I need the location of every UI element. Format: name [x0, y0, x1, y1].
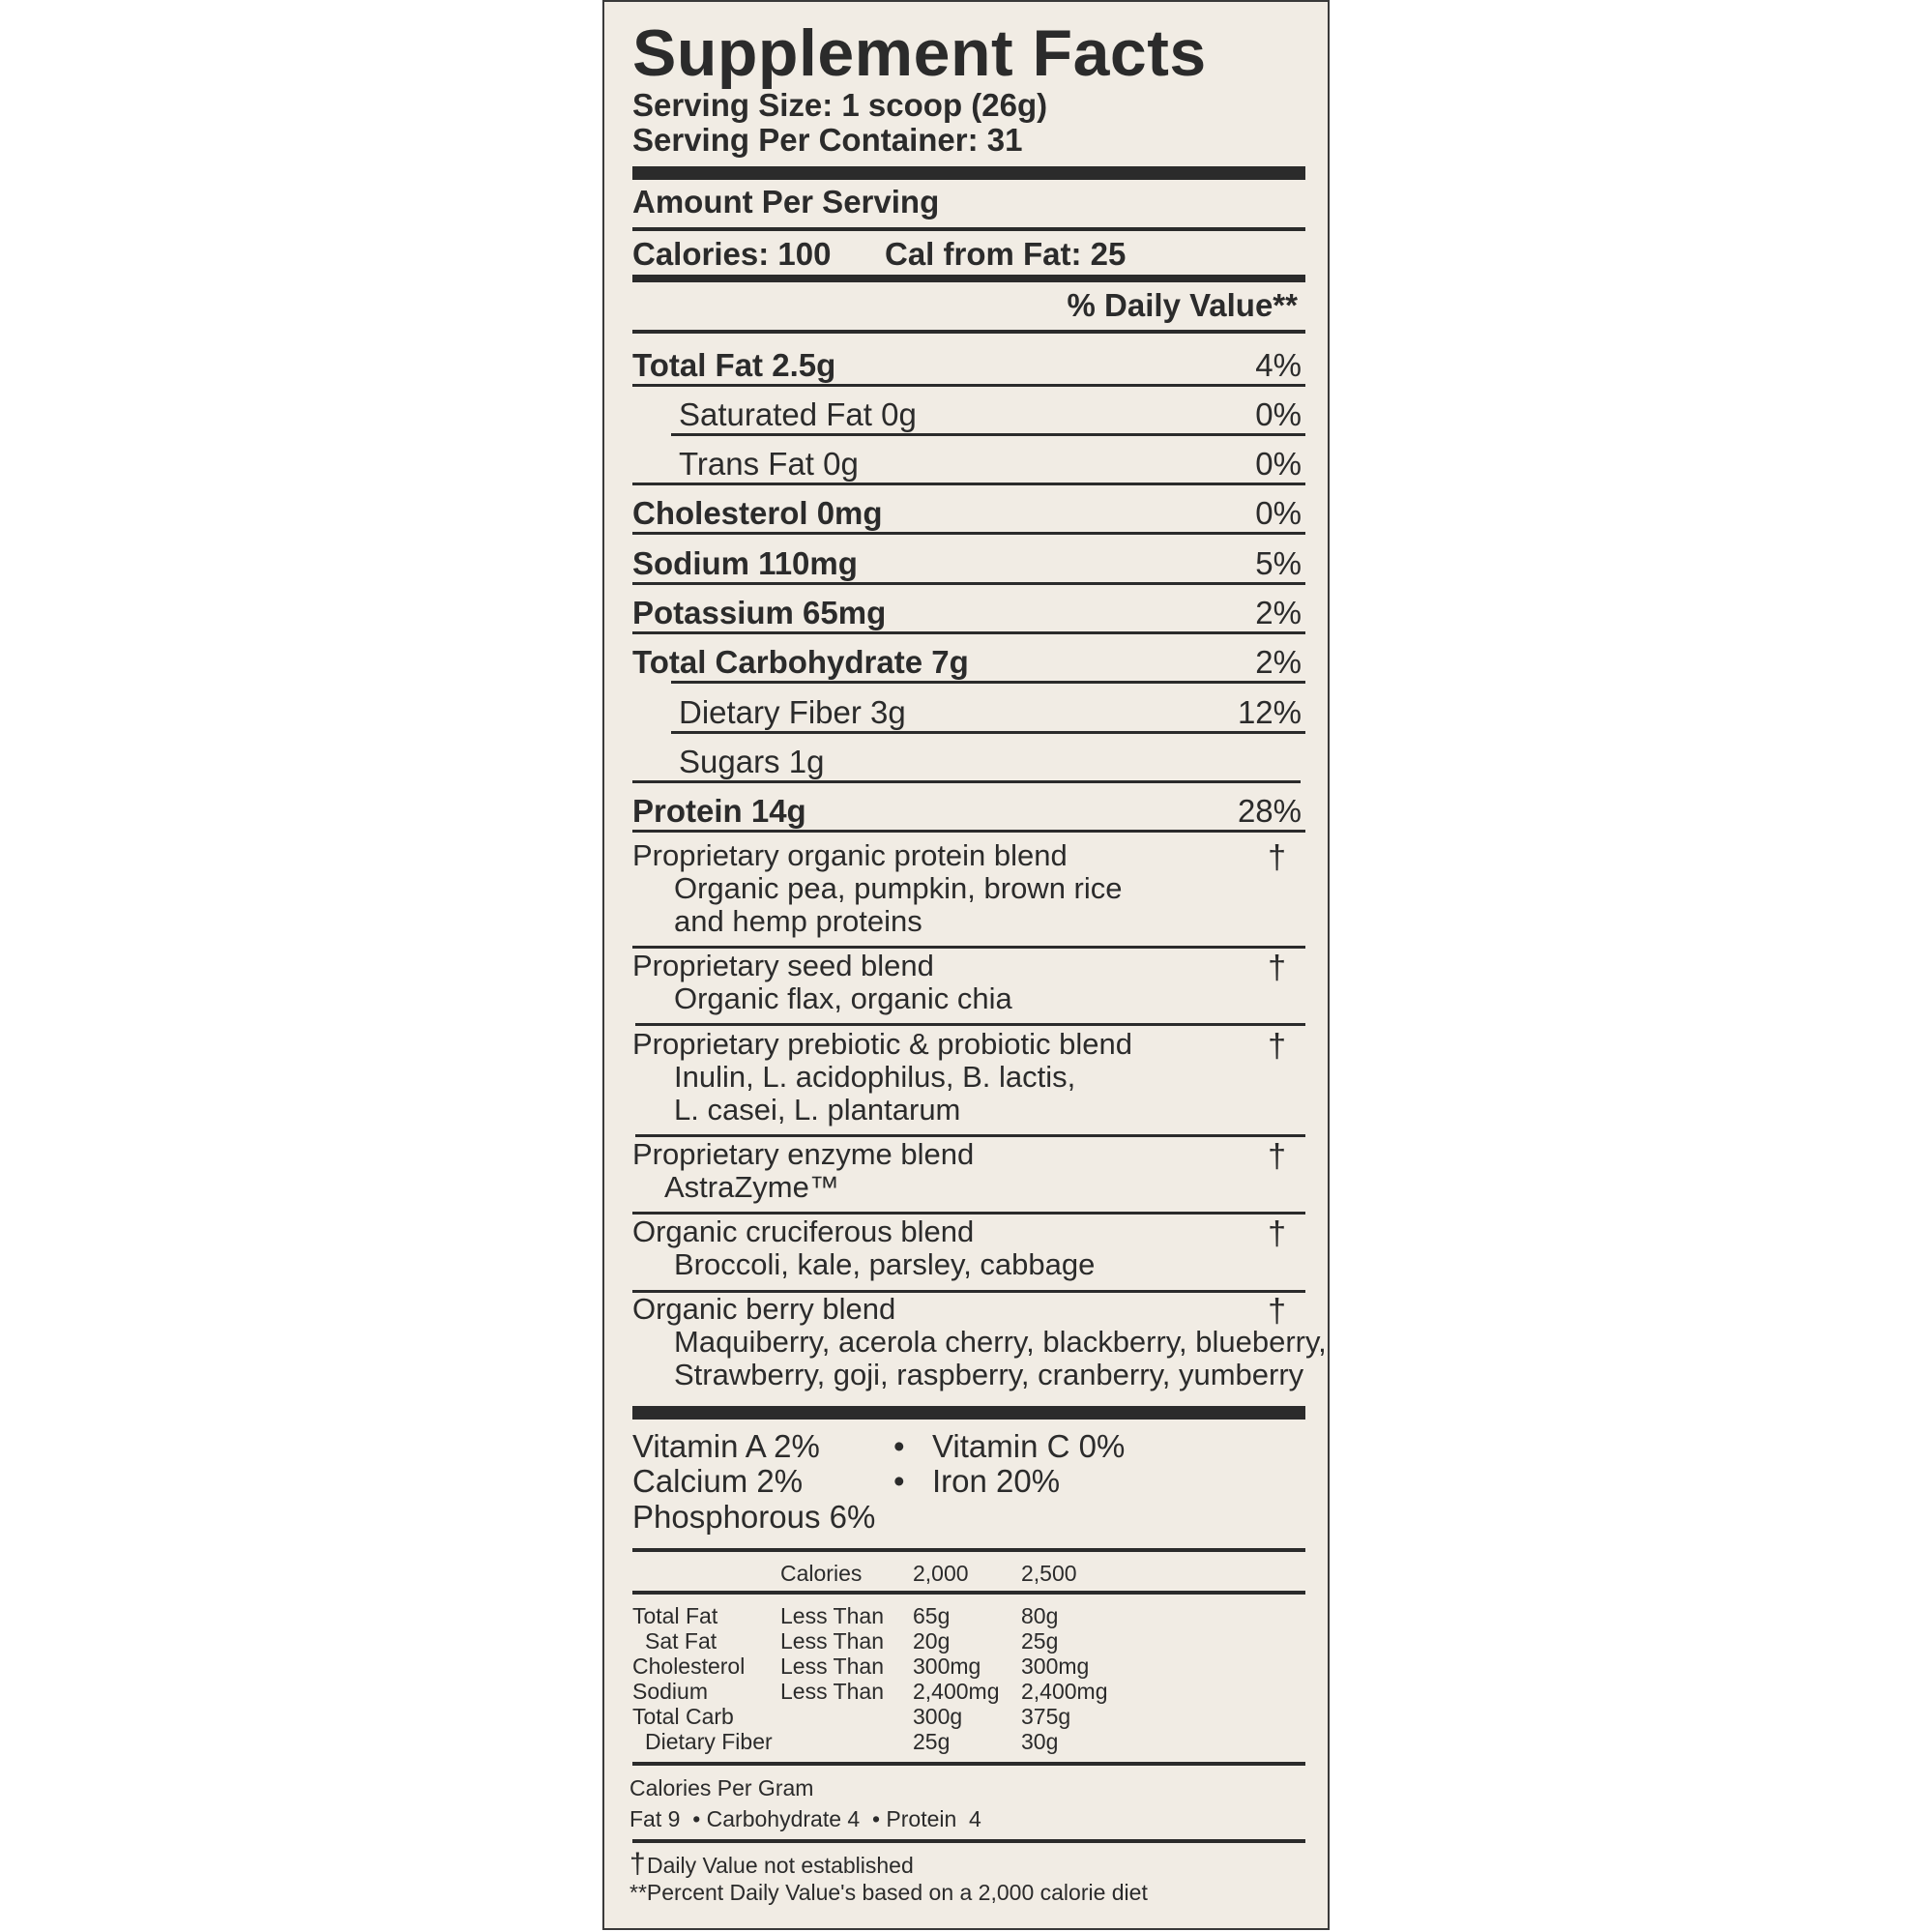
nutrient-name: Saturated Fat 0g [679, 396, 917, 432]
phosphorous: Phosphorous 6% [632, 1499, 876, 1535]
divider [632, 1762, 1305, 1766]
thick-divider [632, 1406, 1305, 1420]
nutrient-row-dietary-fiber [632, 685, 1305, 734]
blend-name: Proprietary organic protein blend [632, 838, 1068, 872]
thick-divider [632, 166, 1305, 180]
nutrient-name: Sodium 110mg [632, 545, 858, 581]
row-rule [635, 1023, 1305, 1026]
blend-organic-protein [632, 839, 1305, 949]
blend-berry [632, 1292, 1327, 1399]
blend-ingredients: Maquiberry, acerola cherry, blackberry, blueberry, [674, 1325, 1327, 1359]
nutrient-dv: 2% [1255, 595, 1302, 630]
table-cell: 300mg [913, 1654, 981, 1679]
nutrient-dv: 0% [1255, 396, 1302, 432]
calories: Calories: 100 [632, 236, 832, 272]
table-header-calories: Calories [780, 1561, 863, 1586]
nutrient-row-total-carbohydrate [632, 634, 1305, 684]
table-cell: 375g [1021, 1704, 1071, 1729]
blend-prebiotic-probiotic [632, 1028, 1305, 1137]
divider [632, 1591, 1305, 1595]
blend-name: Proprietary prebiotic & probiotic blend [632, 1027, 1132, 1061]
vitamin-c: Vitamin C 0% [932, 1428, 1126, 1464]
table-cell: 25g [913, 1729, 951, 1754]
blend-name: Proprietary enzyme blend [632, 1137, 975, 1171]
bullet-separator: • [893, 1428, 905, 1464]
dagger-symbol: † [629, 1848, 646, 1880]
nutrient-dv: 5% [1255, 545, 1302, 581]
iron: Iron 20% [932, 1463, 1061, 1499]
blend-cruciferous [632, 1215, 1305, 1293]
blend-name: Organic cruciferous blend [632, 1215, 975, 1248]
nutrient-row-saturated-fat [632, 387, 1305, 436]
dagger-mark: † [1268, 1028, 1286, 1065]
vitamin-a: Vitamin A 2% [632, 1428, 820, 1464]
table-cell: 300mg [1021, 1654, 1090, 1679]
dagger-mark: † [1268, 950, 1286, 986]
dagger-mark: † [1268, 1215, 1286, 1252]
table-cell: 30g [1021, 1729, 1059, 1754]
calories-per-gram-values: Fat 9 • Carbohydrate 4 • Protein 4 [629, 1806, 981, 1831]
nutrient-name: Sugars 1g [679, 744, 825, 779]
table-header-2500: 2,500 [1021, 1561, 1077, 1586]
table-header-2000: 2,000 [913, 1561, 969, 1586]
dagger-mark: † [1268, 1138, 1286, 1175]
nutrient-row-cholesterol [632, 485, 1305, 535]
nutrient-name: Total Carbohydrate 7g [632, 644, 969, 680]
dagger-mark: † [1268, 839, 1286, 876]
table-cell: 2,400mg [913, 1679, 1000, 1704]
table-cell: 300g [913, 1704, 963, 1729]
nutrient-name: Trans Fat 0g [679, 446, 859, 482]
daily-value-header: % Daily Value** [1067, 287, 1298, 323]
table-cell: 25g [1021, 1628, 1059, 1654]
percent-daily-value-footnote: **Percent Daily Value's based on a 2,000 calorie diet [629, 1880, 1148, 1905]
calories-from-fat: Cal from Fat: 25 [885, 236, 1127, 272]
servings-per-container: Serving Per Container: 31 [632, 122, 1023, 158]
nutrient-row-potassium [632, 585, 1305, 634]
dagger-mark: † [1268, 1293, 1286, 1330]
nutrient-dv: 12% [1237, 694, 1302, 730]
divider [632, 1839, 1305, 1843]
nutrient-name: Dietary Fiber 3g [679, 694, 906, 730]
row-rule [632, 830, 1305, 833]
nutrient-dv: 28% [1237, 793, 1302, 829]
table-cell: Total Fat [632, 1603, 718, 1628]
calories-per-gram-label: Calories Per Gram [629, 1775, 814, 1800]
table-cell: Dietary Fiber [645, 1729, 773, 1754]
serving-size: Serving Size: 1 scoop (26g) [632, 87, 1048, 123]
nutrient-row-total-fat [632, 337, 1305, 387]
blend-name: Organic berry blend [632, 1292, 896, 1326]
table-cell: 80g [1021, 1603, 1059, 1628]
table-cell: Less Than [780, 1603, 884, 1628]
row-rule [632, 532, 1305, 535]
divider [632, 330, 1305, 334]
table-cell: Cholesterol [632, 1654, 746, 1679]
nutrient-row-sodium [632, 536, 1305, 585]
blend-ingredients: Organic pea, pumpkin, brown rice [674, 871, 1123, 905]
nutrient-row-protein [632, 783, 1305, 833]
nutrient-row-sugars [632, 734, 1305, 783]
table-cell: Total Carb [632, 1704, 734, 1729]
supplement-facts-panel [602, 0, 1330, 1930]
nutrient-dv: 0% [1255, 446, 1302, 482]
table-cell: Less Than [780, 1679, 884, 1704]
blend-enzyme [632, 1138, 1305, 1215]
blend-seed [632, 950, 1305, 1026]
blend-ingredients: Inulin, L. acidophilus, B. lactis, [674, 1060, 1076, 1094]
nutrient-dv: 2% [1255, 644, 1302, 680]
table-cell: 20g [913, 1628, 951, 1654]
nutrient-name: Total Fat 2.5g [632, 347, 836, 383]
blend-name: Proprietary seed blend [632, 949, 934, 982]
table-cell: Sodium [632, 1679, 708, 1704]
row-rule [671, 681, 1305, 684]
dagger-footnote: Daily Value not established [647, 1853, 914, 1878]
blend-ingredients: L. casei, L. plantarum [674, 1093, 961, 1127]
blend-ingredients: AstraZyme™ [664, 1170, 839, 1204]
label-title: Supplement Facts [632, 16, 1207, 90]
nutrient-row-trans-fat [632, 436, 1305, 485]
nutrient-name: Cholesterol 0mg [632, 495, 883, 531]
divider [632, 1548, 1305, 1552]
blend-ingredients: Organic flax, organic chia [674, 981, 1012, 1015]
bullet-separator: • [893, 1463, 905, 1499]
nutrient-name: Potassium 65mg [632, 595, 887, 630]
amount-per-serving: Amount Per Serving [632, 184, 940, 220]
divider [632, 227, 1305, 231]
nutrient-dv: 4% [1255, 347, 1302, 383]
table-cell: 65g [913, 1603, 951, 1628]
nutrient-dv: 0% [1255, 495, 1302, 531]
table-cell: Sat Fat [645, 1628, 717, 1654]
calcium: Calcium 2% [632, 1463, 804, 1499]
blend-ingredients: and hemp proteins [674, 904, 922, 938]
table-cell: Less Than [780, 1628, 884, 1654]
blend-ingredients: Strawberry, goji, raspberry, cranberry, yumberry [674, 1358, 1304, 1391]
table-cell: Less Than [780, 1654, 884, 1679]
table-cell: 2,400mg [1021, 1679, 1108, 1704]
medium-divider [632, 275, 1305, 282]
nutrient-name: Protein 14g [632, 793, 806, 829]
blend-ingredients: Broccoli, kale, parsley, cabbage [674, 1247, 1096, 1281]
